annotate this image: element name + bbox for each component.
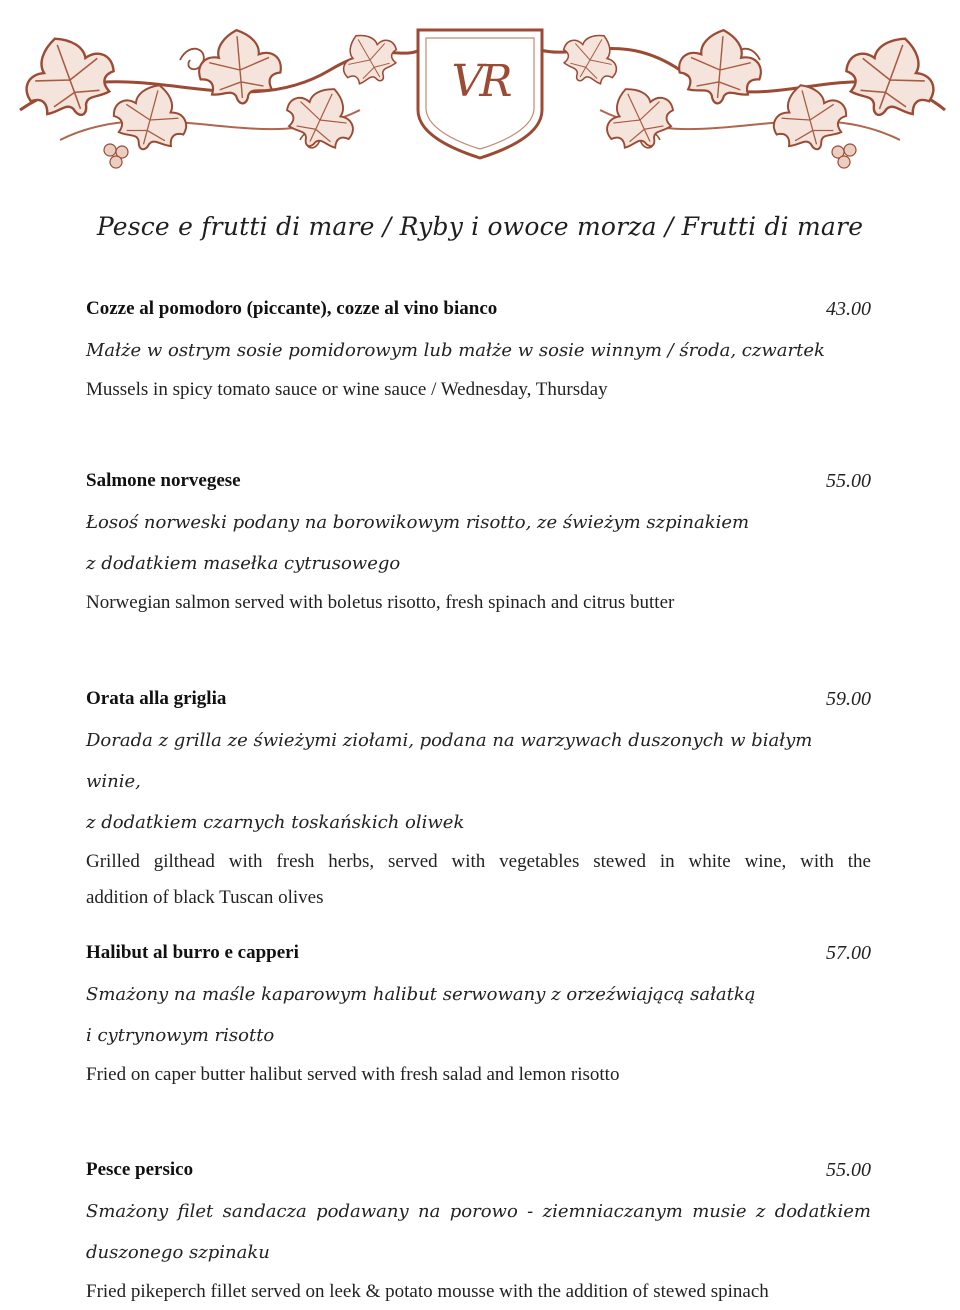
menu-item-header	[86, 938, 871, 968]
menu-item	[86, 466, 871, 621]
menu-item-header	[86, 684, 871, 714]
menu-item-header	[86, 1155, 871, 1185]
dish-name: Pesce persico	[86, 1159, 194, 1180]
menu-item-header	[86, 294, 871, 324]
dish-description-en: addition of black Tuscan olives	[86, 887, 324, 908]
dish-description-pl: z dodatkiem masełka cytrusowego	[86, 553, 401, 574]
section-title: Pesce e frutti di mare / Ryby i owoce morza / Frutti di mare	[96, 212, 864, 241]
dish-description-pl: Smażony filet sandacza podawany na porowo - ziemniaczanym musie z dodatkiem	[86, 1201, 871, 1222]
menu-item	[86, 684, 871, 916]
dish-name: Salmone norvegese	[86, 470, 241, 491]
dish-name: Halibut al burro e capperi	[86, 942, 299, 963]
dish-price: 55.00	[826, 470, 871, 492]
dish-description-en: Norwegian salmon served with boletus risotto, fresh spinach and citrus butter	[86, 592, 675, 613]
dish-description-pl: z dodatkiem czarnych toskańskich oliwek	[86, 812, 465, 833]
dish-description-pl: Małże w ostrym sosie pomidorowym lub małże w sosie winnym / środa, czwartek	[86, 340, 825, 361]
menu-item	[86, 1155, 871, 1310]
dish-description-en: Grilled gilthead with fresh herbs, served with vegetables stewed in white wine, with the	[86, 851, 871, 872]
menu-item-header	[86, 466, 871, 496]
dish-description-pl: i cytrynowym risotto	[86, 1025, 275, 1046]
dish-description-pl: Łosoś norweski podany na borowikowym risotto, ze świeżym szpinakiem	[86, 512, 750, 533]
dish-description-en: Fried pikeperch fillet served on leek & potato mousse with the addition of stewed spinach	[86, 1281, 769, 1302]
crest-monogram: VR	[451, 56, 509, 107]
dish-price: 57.00	[826, 942, 871, 964]
dish-description-en: Mussels in spicy tomato sauce or wine sauce / Wednesday, Thursday	[86, 379, 608, 400]
dish-description-pl: Smażony na maśle kaparowym halibut serwowany z orzeźwiającą sałatką	[86, 984, 756, 1005]
dish-price: 43.00	[826, 298, 871, 320]
dish-name: Cozze al pomodoro (piccante), cozze al vino bianco	[86, 298, 498, 319]
dish-name: Orata alla griglia	[86, 688, 227, 709]
dish-description-pl: Dorada z grilla ze świeżymi ziołami, podana na warzywach duszonych w białym winie,	[86, 730, 813, 792]
menu-item	[86, 938, 871, 1093]
dish-description-pl: duszonego szpinaku	[86, 1242, 270, 1263]
menu-item	[86, 294, 871, 408]
dish-price: 55.00	[826, 1159, 871, 1181]
dish-price: 59.00	[826, 688, 871, 710]
dish-description-en: Fried on caper butter halibut served with fresh salad and lemon risotto	[86, 1064, 620, 1085]
